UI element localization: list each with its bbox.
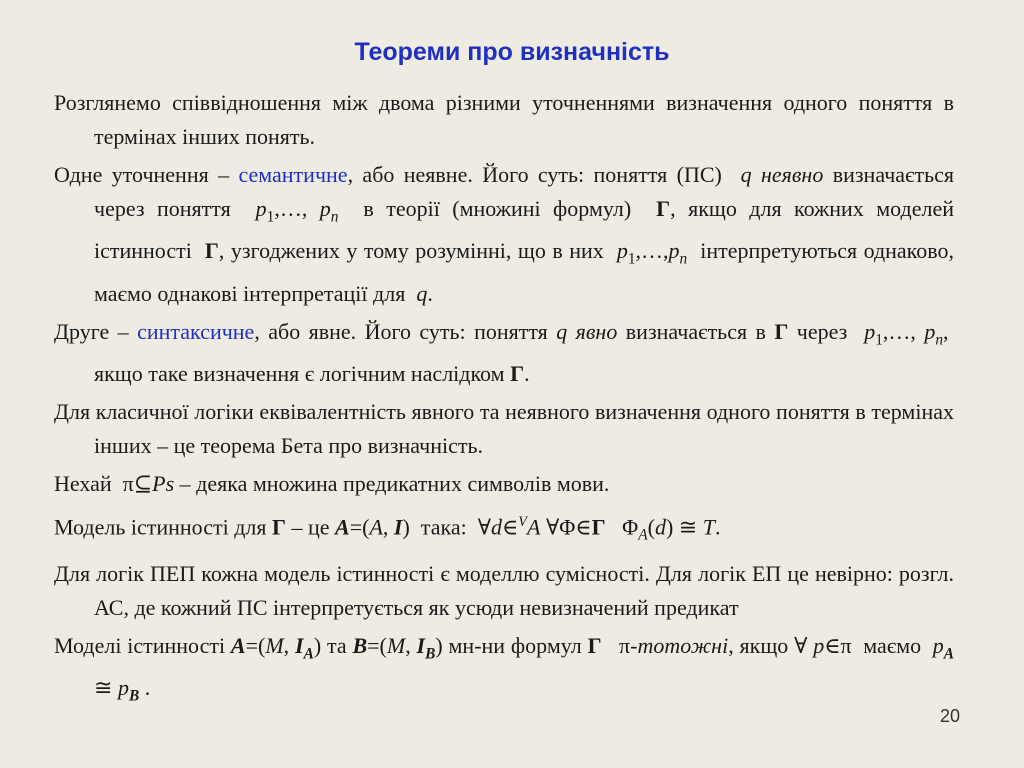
paragraph-6: Модель істинності для Γ – це A=(A, I) така: ∀d∈$^V$A ∀Φ∈Γ $\Phi_A(d)$ ≅ T. [54, 514, 721, 544]
page-number: 20 [939, 706, 960, 726]
paragraph-3: Друге – синтаксичне, або явне. Його суть: поняття q явно визначається в Γ через $p_1,\dots$, $p_n$, якщо таке визначення є логічним наслідком Γ. [54, 318, 955, 387]
term-semantic: семантичне [238, 162, 348, 187]
paragraph-7: Для логік ПЕП кожна модель істинності є моделлю сумісності. Для логік ЕП це невірно: розгл. АС, де кожний ПС інтерпретується як усюди невизначений предикат [54, 560, 954, 620]
paragraph-4: Для класичної логіки еквівалентність явного та неявного визначення одного поняття в термінах інших – це теорема Бета про визначність. [54, 399, 954, 459]
paragraph-5: Нехай π⊆Ps – деяка множина предикатних символів мови. [54, 471, 610, 497]
term-syntactic: синтаксичне [137, 318, 255, 344]
paragraph-8: Моделі істинності A=(M, $I_A$) та B=(M, $I_B$) мн-ни формул Γ π-тотожні, якщо ∀ p∈π маємо $p_A$ ≅ $p_B$ . [54, 632, 955, 705]
slide-body [54, 86, 954, 718]
paragraph-1: Розглянемо співвідношення між двома різними уточненнями визначення одного поняття в термінах інших понять. [54, 90, 954, 149]
paragraph-2: Одне уточнення – семантичне, або неявне. Його суть: поняття (ПС) q неявно визначається через поняття $p_1,\dots$, $p_n$ в теорії (множині формул) Γ, якщо для кожних моделей істинності Γ, узгоджених у тому розумінні, що в них $p_1,\dots,p_n$ інтерпретуються однаково, маємо однакові інтерпретації для q. [54, 162, 955, 306]
slide-title: Теореми про визначність [354, 38, 670, 66]
